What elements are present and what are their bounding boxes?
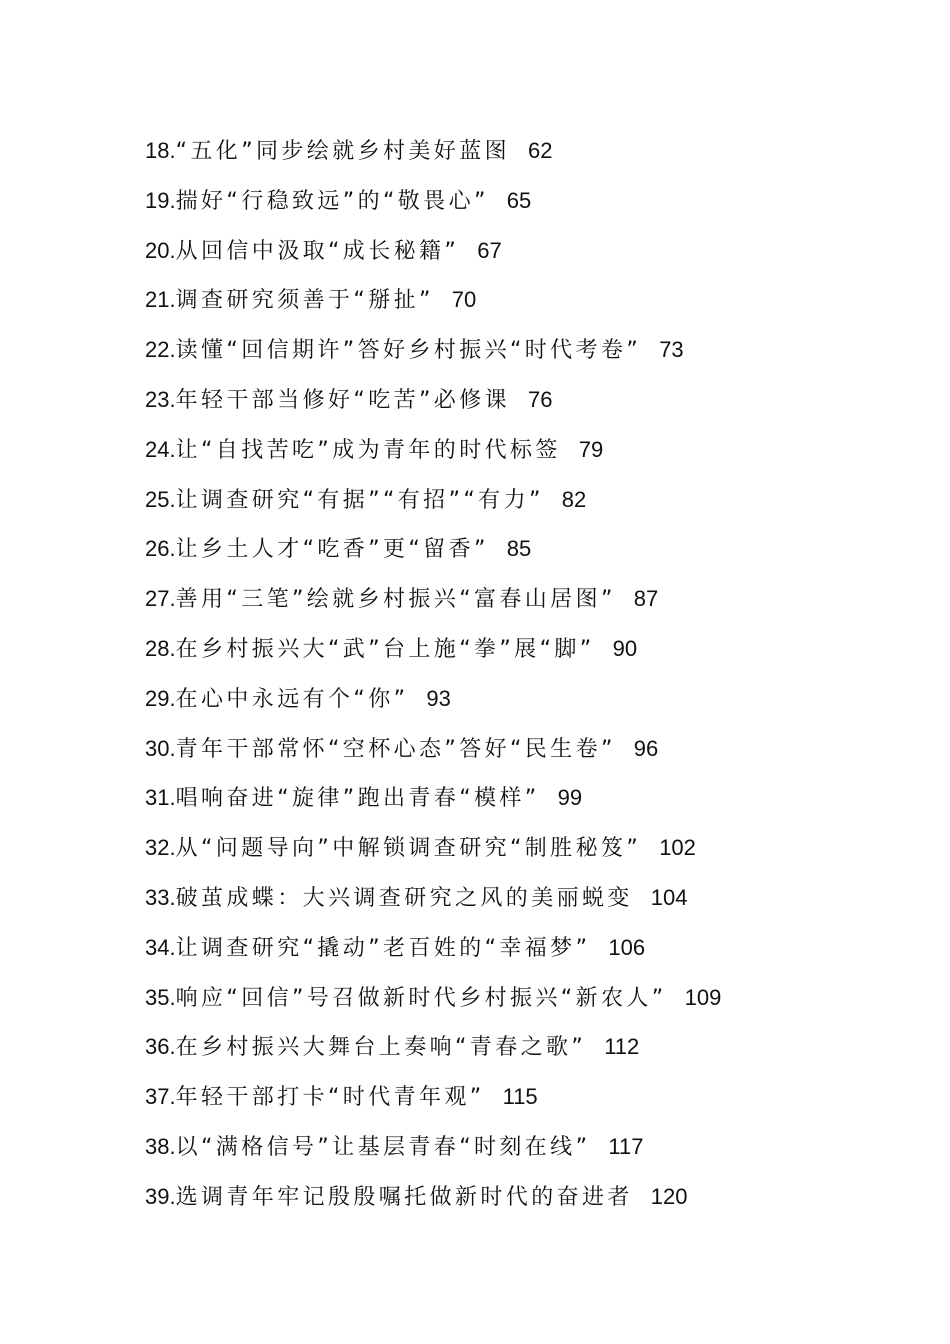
toc-entry-number: 31. [145, 785, 176, 811]
toc-entry-number: 25. [145, 486, 176, 512]
toc-entry-page: 109 [684, 984, 722, 1010]
toc-entry-page: 93 [426, 685, 451, 711]
toc-entry-page: 104 [650, 884, 688, 910]
toc-entry-title: 在心中永远有个“你” [175, 686, 409, 712]
toc-entry[interactable] [145, 524, 845, 574]
toc-entry-number: 32. [145, 835, 176, 861]
toc-entry[interactable] [145, 275, 845, 325]
toc-entry-page: 120 [650, 1183, 688, 1209]
toc-entry[interactable] [145, 773, 845, 823]
toc-entry-page: 96 [633, 735, 659, 761]
toc-entry-title: 让调查研究“有据”“有招”“有力” [175, 487, 544, 513]
toc-entry[interactable] [145, 126, 845, 176]
toc-entry-title: 破茧成蝶：大兴调查研究之风的美丽蜕变 [175, 885, 633, 911]
toc-entry-title: 让乡土人才“吃香”更“留香” [175, 537, 489, 563]
toc-entry-title: 让“自找苦吃”成为青年的时代标签 [175, 437, 561, 463]
toc-entry-title: 以“满格信号”让基层青春“时刻在线” [175, 1134, 591, 1160]
toc-entry-number: 30. [145, 735, 176, 761]
toc-entry-title: “五化”同步绘就乡村美好蓝图 [175, 139, 510, 164]
toc-entry-page: 62 [528, 138, 553, 163]
toc-entry[interactable] [145, 873, 845, 923]
toc-entry-title: 响应“回信”号召做新时代乡村振兴“新农人” [175, 985, 667, 1011]
toc-entry-title: 读懂“回信期许”答好乡村振兴“时代考卷” [175, 338, 642, 364]
toc-entry-page: 67 [477, 237, 502, 263]
toc-entry[interactable] [145, 923, 845, 973]
table-of-contents [145, 126, 845, 1222]
toc-entry-number: 23. [145, 386, 176, 412]
toc-entry-number: 21. [145, 287, 176, 313]
toc-entry-number: 29. [145, 685, 176, 711]
toc-entry-number: 34. [145, 934, 176, 960]
toc-entry[interactable] [145, 325, 845, 375]
toc-entry-number: 35. [145, 984, 176, 1010]
toc-entry[interactable] [145, 226, 845, 276]
toc-entry-page: 65 [506, 187, 532, 213]
toc-entry-page: 73 [659, 337, 684, 363]
toc-entry-number: 33. [145, 884, 176, 910]
toc-entry-page: 79 [578, 436, 604, 462]
toc-entry-page: 82 [561, 486, 587, 512]
toc-entry-page: 70 [451, 287, 477, 313]
toc-entry[interactable] [145, 1172, 845, 1222]
toc-entry-number: 24. [145, 436, 176, 462]
toc-entry-title: 在乡村振兴大“武”台上施“拳”展“脚” [175, 636, 595, 662]
toc-entry-page: 85 [506, 536, 532, 562]
toc-entry-title: 在乡村振兴大舞台上奏响“青春之歌” [175, 1035, 587, 1061]
toc-entry-number: 28. [145, 635, 176, 661]
toc-entry[interactable] [145, 425, 845, 475]
toc-entry-number: 18. [145, 138, 176, 163]
toc-entry[interactable] [145, 475, 845, 525]
toc-entry-title: 让调查研究“撬动”老百姓的“幸福梦” [175, 935, 591, 961]
toc-entry-title: 唱响奋进“旋律”跑出青春“模样” [175, 786, 540, 812]
toc-entry-number: 27. [145, 586, 176, 612]
toc-entry-title: 从“问题导向”中解锁调查研究“制胜秘笈” [175, 836, 642, 862]
toc-entry-page: 76 [528, 386, 553, 412]
toc-entry-number: 36. [145, 1034, 176, 1060]
toc-entry-title: 年轻干部当修好“吃苦”必修课 [175, 387, 510, 413]
toc-entry[interactable] [145, 1022, 845, 1072]
toc-entry-number: 26. [145, 536, 176, 562]
toc-entry[interactable] [145, 624, 845, 674]
toc-entry-title: 从回信中汲取“成长秘籍” [175, 238, 460, 264]
toc-entry-number: 19. [145, 187, 176, 213]
toc-entry-page: 106 [608, 934, 646, 960]
toc-entry-title: 选调青年牢记殷殷嘱托做新时代的奋进者 [175, 1184, 633, 1210]
toc-entry-page: 117 [608, 1133, 644, 1159]
toc-entry[interactable] [145, 823, 845, 873]
toc-entry-page: 102 [659, 835, 696, 861]
toc-entry-page: 99 [557, 785, 583, 811]
toc-entry-title: 年轻干部打卡“时代青年观” [175, 1085, 485, 1111]
toc-entry-title: 善用“三笔”绘就乡村振兴“富春山居图” [175, 587, 616, 613]
toc-entry[interactable] [145, 574, 845, 624]
toc-entry-page: 87 [633, 586, 659, 612]
toc-entry-number: 22. [145, 337, 176, 363]
toc-entry-page: 90 [612, 635, 638, 661]
toc-entry[interactable] [145, 176, 845, 226]
toc-entry-number: 20. [145, 237, 176, 263]
toc-entry-page: 112 [604, 1034, 640, 1060]
toc-entry[interactable] [145, 674, 845, 724]
toc-entry[interactable] [145, 1072, 845, 1122]
toc-entry-page: 115 [502, 1084, 538, 1110]
toc-entry-title: 调查研究须善于“掰扯” [175, 288, 434, 314]
toc-entry-number: 37. [145, 1084, 176, 1110]
toc-entry[interactable] [145, 375, 845, 425]
toc-entry[interactable] [145, 724, 845, 774]
toc-entry-title: 揣好“行稳致远”的“敬畏心” [175, 188, 489, 214]
toc-entry[interactable] [145, 973, 845, 1023]
toc-entry[interactable] [145, 1122, 845, 1172]
toc-entry-number: 38. [145, 1133, 176, 1159]
toc-entry-title: 青年干部常怀“空杯心态”答好“民生卷” [175, 736, 616, 762]
toc-entry-number: 39. [145, 1183, 176, 1209]
